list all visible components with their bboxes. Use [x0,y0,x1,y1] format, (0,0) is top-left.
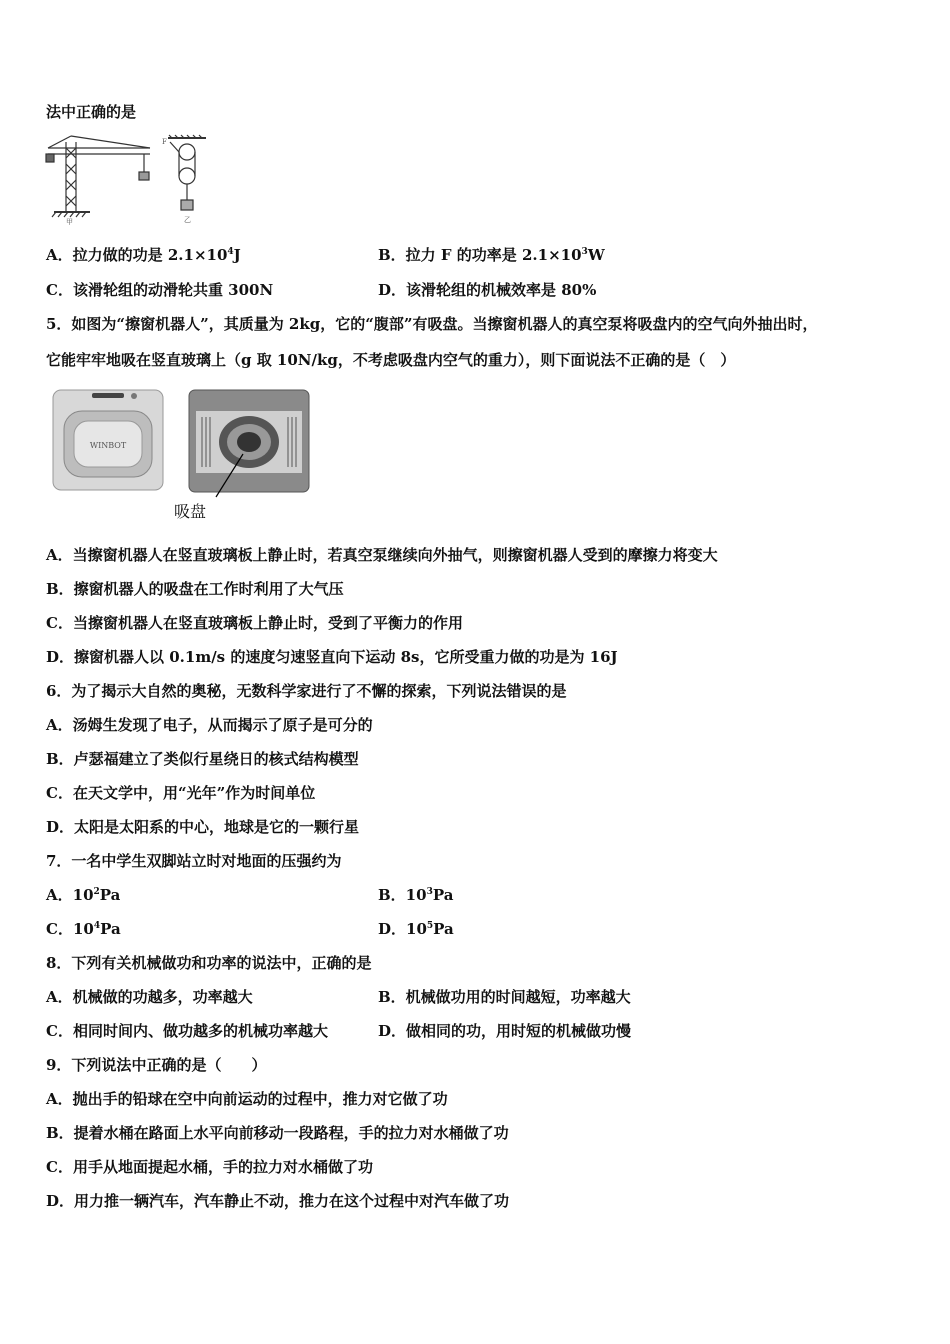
q6-option-d: D．太阳是太阳系的中心，地球是它的一颗行星 [46,818,360,836]
q4-option-c: C．该滑轮组的动滑轮共重 300N [46,281,274,299]
q6-stem: 6．为了揭示大自然的奥秘，无数科学家进行了不懈的探索，下列说法错误的是 [46,682,567,700]
robot-back-image [174,389,310,523]
q8-option-b: B．机械做功用的时间越短，功率越大 [378,988,631,1006]
fig-label-b: 乙 [184,216,191,224]
q9-option-d: D．用力推一辆汽车，汽车静止不动，推力在这个过程中对汽车做了功 [46,1192,510,1210]
intro-text: 法中正确的是 [46,103,137,121]
q9-option-a: A．抛出手的铅球在空中向前运动的过程中，推力对它做了功 [46,1090,448,1108]
q6-option-c: C．在天文学中，用“光年”作为时间单位 [46,784,316,802]
q4-option-b: B．拉力 F 的功率是 $2.1\times 10^3W$ [378,246,605,264]
svg-text:F: F [162,138,167,146]
q5-option-d: D．擦窗机器人以 0.1m/s 的速度匀速竖直向下运动 8s，它所受重力做的功是为 16J [46,648,618,666]
q7-option-c: C．$10^4Pa$ [46,920,121,938]
q9-option-b: B．提着水桶在路面上水平向前移动一段路程，手的拉力对水桶做了功 [46,1124,509,1142]
q9-option-c: C．用手从地面提起水桶，手的拉力对水桶做了功 [46,1158,373,1176]
q7-option-d: D．$10^5Pa$ [378,920,454,938]
q7-option-b: B．$10^3Pa$ [378,886,454,904]
q6-option-b: B．卢瑟福建立了类似行星绕日的核式结构模型 [46,750,359,768]
pulley-figure [160,134,210,224]
crane-figure [44,134,156,224]
q8-option-a: A．机械做的功越多，功率越大 [46,988,253,1006]
suction-cup-label: 吸盘 [174,502,207,521]
q8-option-c: C．相同时间内、做功越多的机械功率越大 [46,1022,328,1040]
q6-option-a: A．汤姆生发现了电子，从而揭示了原子是可分的 [46,716,373,734]
q7-stem: 7．一名中学生双脚站立时对地面的压强约为 [46,852,342,870]
q4-option-d: D．该滑轮组的机械效率是 80% [378,281,597,299]
q8-option-d: D．做相同的功，用时短的机械做功慢 [378,1022,632,1040]
robot-front-image [52,389,164,491]
q9-stem: 9．下列说法中正确的是（ ） [46,1056,267,1074]
robot-brand: WINBOT [89,441,127,450]
fig-label-a: 甲 [66,218,73,226]
q8-stem: 8．下列有关机械做功和功率的说法中，正确的是 [46,954,372,972]
q4-option-a: A．拉力做的功是 $2.1\times 10^4J$ [46,246,241,264]
q5-option-a: A．当擦窗机器人在竖直玻璃板上静止时，若真空泵继续向外抽气，则擦窗机器人受到的摩擦力将变大 [46,546,718,564]
q5-option-b: B．擦窗机器人的吸盘在工作时利用了大气压 [46,580,344,598]
q7-option-a: A．$10^2Pa$ [46,886,121,904]
q5-stem-line2: 它能牢牢地吸在竖直玻璃上（g 取 10N/kg，不考虑吸盘内空气的重力），则下面说法不正确的是（ ） [46,351,736,369]
q5-stem-line1: 5．如图为“擦窗机器人”，其质量为 2kg，它的“腹部”有吸盘。当擦窗机器人的真空泵将吸盘内的空气向外抽出时， [46,315,818,333]
q5-option-c: C．当擦窗机器人在竖直玻璃板上静止时，受到了平衡力的作用 [46,614,463,632]
